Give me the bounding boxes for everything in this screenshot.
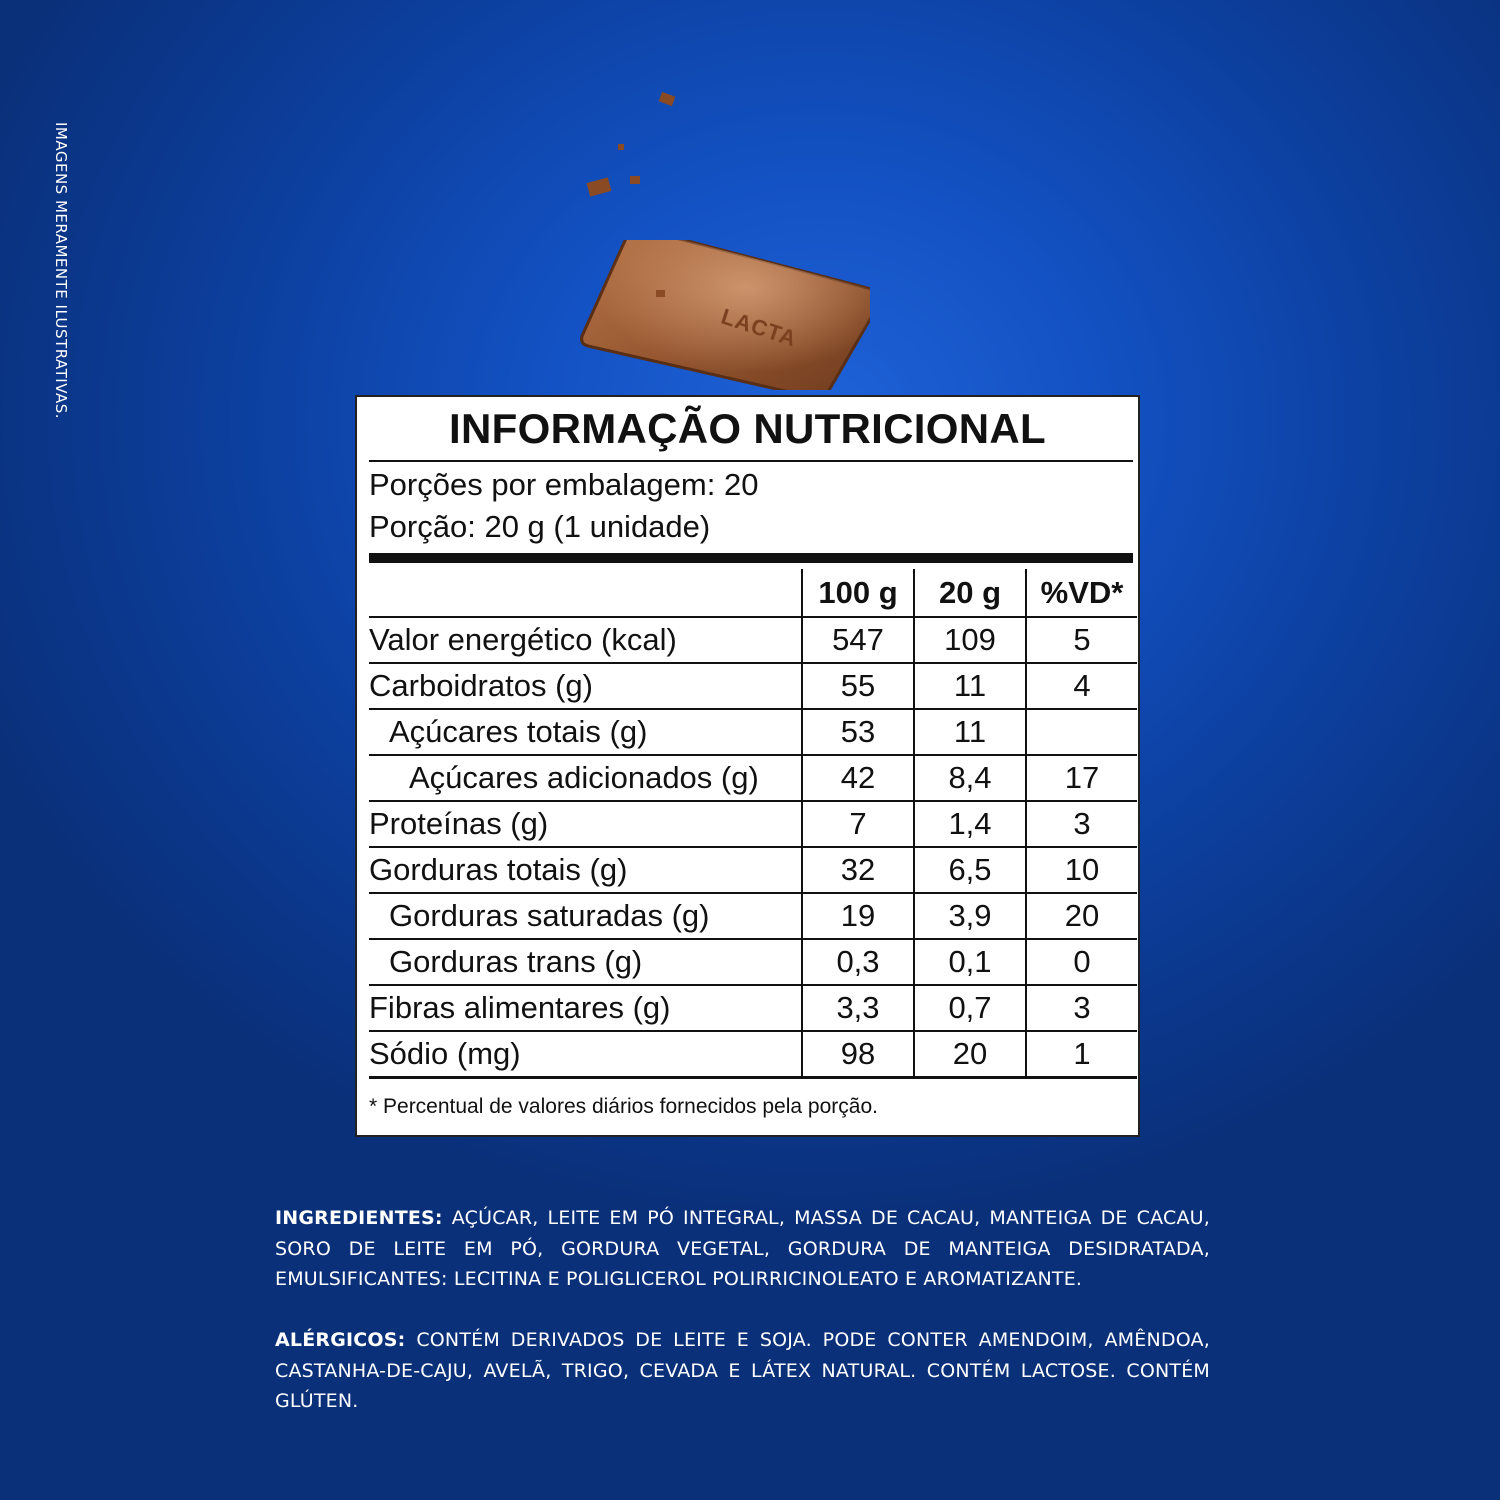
crumb-2: [587, 177, 612, 196]
value-daily-percent: 3: [1026, 985, 1137, 1031]
value-20g: 20: [914, 1031, 1026, 1078]
allergens-heading: ALÉRGICOS:: [275, 1329, 406, 1351]
value-100g: 53: [802, 709, 914, 755]
portion-size: Porção: 20 g (1 unidade): [369, 509, 711, 544]
nutrient-name: Açúcares adicionados (g): [369, 755, 802, 801]
value-100g: 7: [802, 801, 914, 847]
table-row: [369, 939, 1137, 985]
footnote: * Percentual de valores diários fornecidos pela porção.: [369, 1095, 878, 1118]
brand-mark-text: LACTA: [718, 303, 801, 352]
value-100g: 19: [802, 893, 914, 939]
value-20g: 11: [914, 709, 1026, 755]
value-20g: 109: [914, 617, 1026, 663]
column-header: 100 g: [802, 569, 914, 617]
divider-thick: [369, 553, 1133, 563]
allergens-block: [275, 1325, 1210, 1417]
value-20g: 1,4: [914, 801, 1026, 847]
column-header: %VD*: [1026, 569, 1137, 617]
header-empty: [369, 569, 802, 617]
allergens-text: CONTÉM DERIVADOS DE LEITE E SOJA. PODE CONTER AMENDOIM, AMÊNDOA, CASTANHA-DE-CAJU, AVELÃ, TRIGO, CEVADA E LÁTEX NATURAL. CONTÉM LACTOSE. CONTÉM GLÚTEN.: [275, 1329, 1210, 1412]
table-row: [369, 801, 1137, 847]
value-daily-percent: [1026, 709, 1137, 755]
disclaimer-text: IMAGENS MERAMENTE ILUSTRATIVAS.: [52, 122, 70, 420]
portions-per-package: Porções por embalagem: 20: [369, 467, 759, 502]
table-header-row: [369, 569, 1137, 617]
nutrient-name: Gorduras totais (g): [369, 847, 802, 893]
nutrient-name: Proteínas (g): [369, 801, 802, 847]
value-20g: 3,9: [914, 893, 1026, 939]
value-100g: 547: [802, 617, 914, 663]
nutrient-name: Açúcares totais (g): [369, 709, 802, 755]
value-daily-percent: 4: [1026, 663, 1137, 709]
value-100g: 42: [802, 755, 914, 801]
nutrient-name: Sódio (mg): [369, 1031, 802, 1078]
table-row: [369, 847, 1137, 893]
ingredients-block: [275, 1203, 1210, 1295]
table-row: [369, 1031, 1137, 1078]
nutrient-name: Gorduras trans (g): [369, 939, 802, 985]
nutrient-name: Valor energético (kcal): [369, 617, 802, 663]
chocolate-piece-image: [570, 240, 870, 390]
value-20g: 0,7: [914, 985, 1026, 1031]
value-100g: 98: [802, 1031, 914, 1078]
ingredients-heading: INGREDIENTES:: [275, 1207, 443, 1229]
value-100g: 3,3: [802, 985, 914, 1031]
label-title: INFORMAÇÃO NUTRICIONAL: [449, 405, 1046, 452]
nutrition-table: [369, 569, 1137, 1079]
nutrient-name: Gorduras saturadas (g): [369, 893, 802, 939]
value-daily-percent: 20: [1026, 893, 1137, 939]
table-row: [369, 893, 1137, 939]
crumb-4: [618, 144, 624, 150]
value-daily-percent: 0: [1026, 939, 1137, 985]
table-row: [369, 985, 1137, 1031]
ingredients-text: AÇÚCAR, LEITE EM PÓ INTEGRAL, MASSA DE CACAU, MANTEIGA DE CACAU, SORO DE LEITE EM PÓ, GORDURA VEGETAL, GORDURA DE MANTEIGA DESIDRATADA, EMULSIFICANTES: LECITINA E POLIGLICEROL POLIRRICINOLEATO E AROMATIZANTE.: [275, 1207, 1211, 1290]
crumb-3: [630, 176, 640, 184]
crumb-1: [659, 92, 676, 106]
value-daily-percent: 3: [1026, 801, 1137, 847]
value-daily-percent: 1: [1026, 1031, 1137, 1078]
table-row: [369, 755, 1137, 801]
value-100g: 55: [802, 663, 914, 709]
nutrition-facts-label: [355, 395, 1140, 1137]
value-20g: 0,1: [914, 939, 1026, 985]
nutrient-name: Carboidratos (g): [369, 663, 802, 709]
nutrient-name: Fibras alimentares (g): [369, 985, 802, 1031]
crumb-5: [656, 290, 665, 297]
value-20g: 6,5: [914, 847, 1026, 893]
value-100g: 32: [802, 847, 914, 893]
value-daily-percent: 17: [1026, 755, 1137, 801]
value-20g: 11: [914, 663, 1026, 709]
table-row: [369, 617, 1137, 663]
table-row: [369, 709, 1137, 755]
value-20g: 8,4: [914, 755, 1026, 801]
value-100g: 0,3: [802, 939, 914, 985]
value-daily-percent: 5: [1026, 617, 1137, 663]
value-daily-percent: 10: [1026, 847, 1137, 893]
divider: [369, 460, 1133, 462]
table-row: [369, 663, 1137, 709]
column-header: 20 g: [914, 569, 1026, 617]
